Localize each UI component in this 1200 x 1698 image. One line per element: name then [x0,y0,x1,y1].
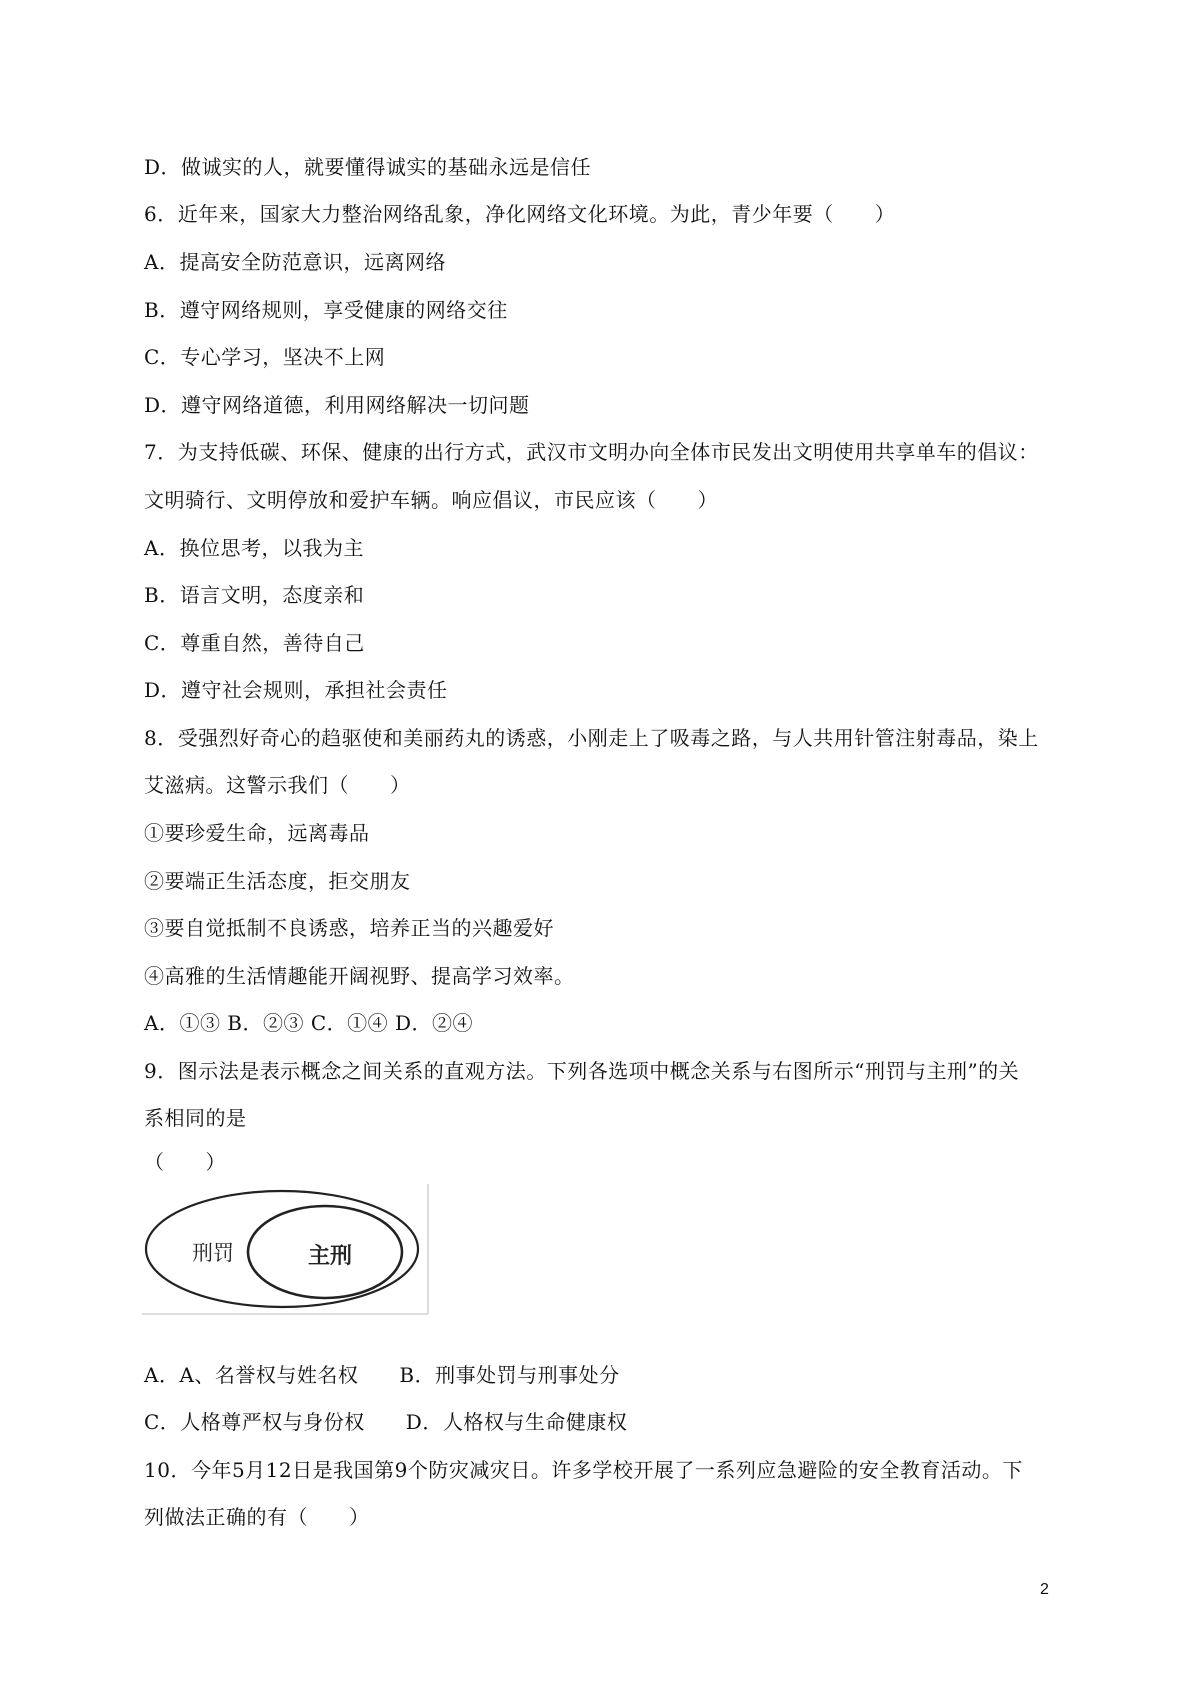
question-7-line-2: 文明骑行、文明停放和爱护车辆。响应倡议，市民应该（ ） [144,488,718,512]
page-number: 2 [1040,1581,1049,1598]
statement-8-3: ③要自觉抵制不良诱惑，培养正当的兴趣爱好 [144,916,554,940]
inner-label: 主刑 [308,1243,353,1269]
option-7a: A．换位思考，以我为主 [144,536,364,560]
statement-8-2: ②要端正生活态度，拒交朋友 [144,869,411,893]
options-9-line-2: C．人格尊严权与身份权 D．人格权与生命健康权 [144,1410,628,1434]
question-9-line-1: 9．图示法是表示概念之间关系的直观方法。下列各选项中概念关系与右图所示“刑罚与主刑”的关 [144,1059,1020,1083]
question-6: 6．近年来，国家大力整治网络乱象，净化网络文化环境。为此，青少年要（ ） [144,202,896,226]
option-7c: C．尊重自然，善待自己 [144,631,365,655]
options-8: A．①③ B．②③ C．①④ D．②④ [144,1011,474,1035]
question-10-line-2: 列做法正确的有（ ） [144,1505,370,1529]
question-8-line-2: 艾滋病。这警示我们（ ） [144,773,411,797]
nested-ellipses-figure [142,1182,432,1316]
option-6b: B．遵守网络规则，享受健康的网络交往 [144,298,508,322]
option-6a: A．提高安全防范意识，远离网络 [144,250,446,274]
option-7b: B．语言文明，态度亲和 [144,583,365,607]
options-9-line-1: A．A、名誉权与姓名权 B．刑事处罚与刑事处分 [144,1363,620,1387]
option-6d: D．遵守网络道德，利用网络解决一切问题 [144,393,530,417]
statement-8-1: ①要珍爱生命，远离毒品 [144,821,370,845]
question-9-blank: （ ） [144,1150,226,1174]
question-9-line-2: 系相同的是 [144,1106,247,1130]
option-6c: C．专心学习，坚决不上网 [144,345,386,369]
option-7d: D．遵守社会规则，承担社会责任 [144,678,448,702]
statement-8-4: ④高雅的生活情趣能开阔视野、提高学习效率。 [144,964,575,988]
question-7-line-1: 7．为支持低碳、环保、健康的出行方式，武汉市文明办向全体市民发出文明使用共享单车的倡议： [144,440,1039,464]
question-8-line-1: 8．受强烈好奇心的趋驱使和美丽药丸的诱惑，小刚走上了吸毒之路，与人共用针管注射毒品，染上 [144,726,1039,750]
set-relation-diagram [142,1182,432,1316]
outer-label: 刑罚 [192,1241,234,1265]
option-5d: D．做诚实的人，就要懂得诚实的基础永远是信任 [144,155,592,179]
question-10-line-1: 10．今年5月12日是我国第9个防灾减灾日。许多学校开展了一系列应急避险的安全教育活动。下 [144,1458,1023,1482]
